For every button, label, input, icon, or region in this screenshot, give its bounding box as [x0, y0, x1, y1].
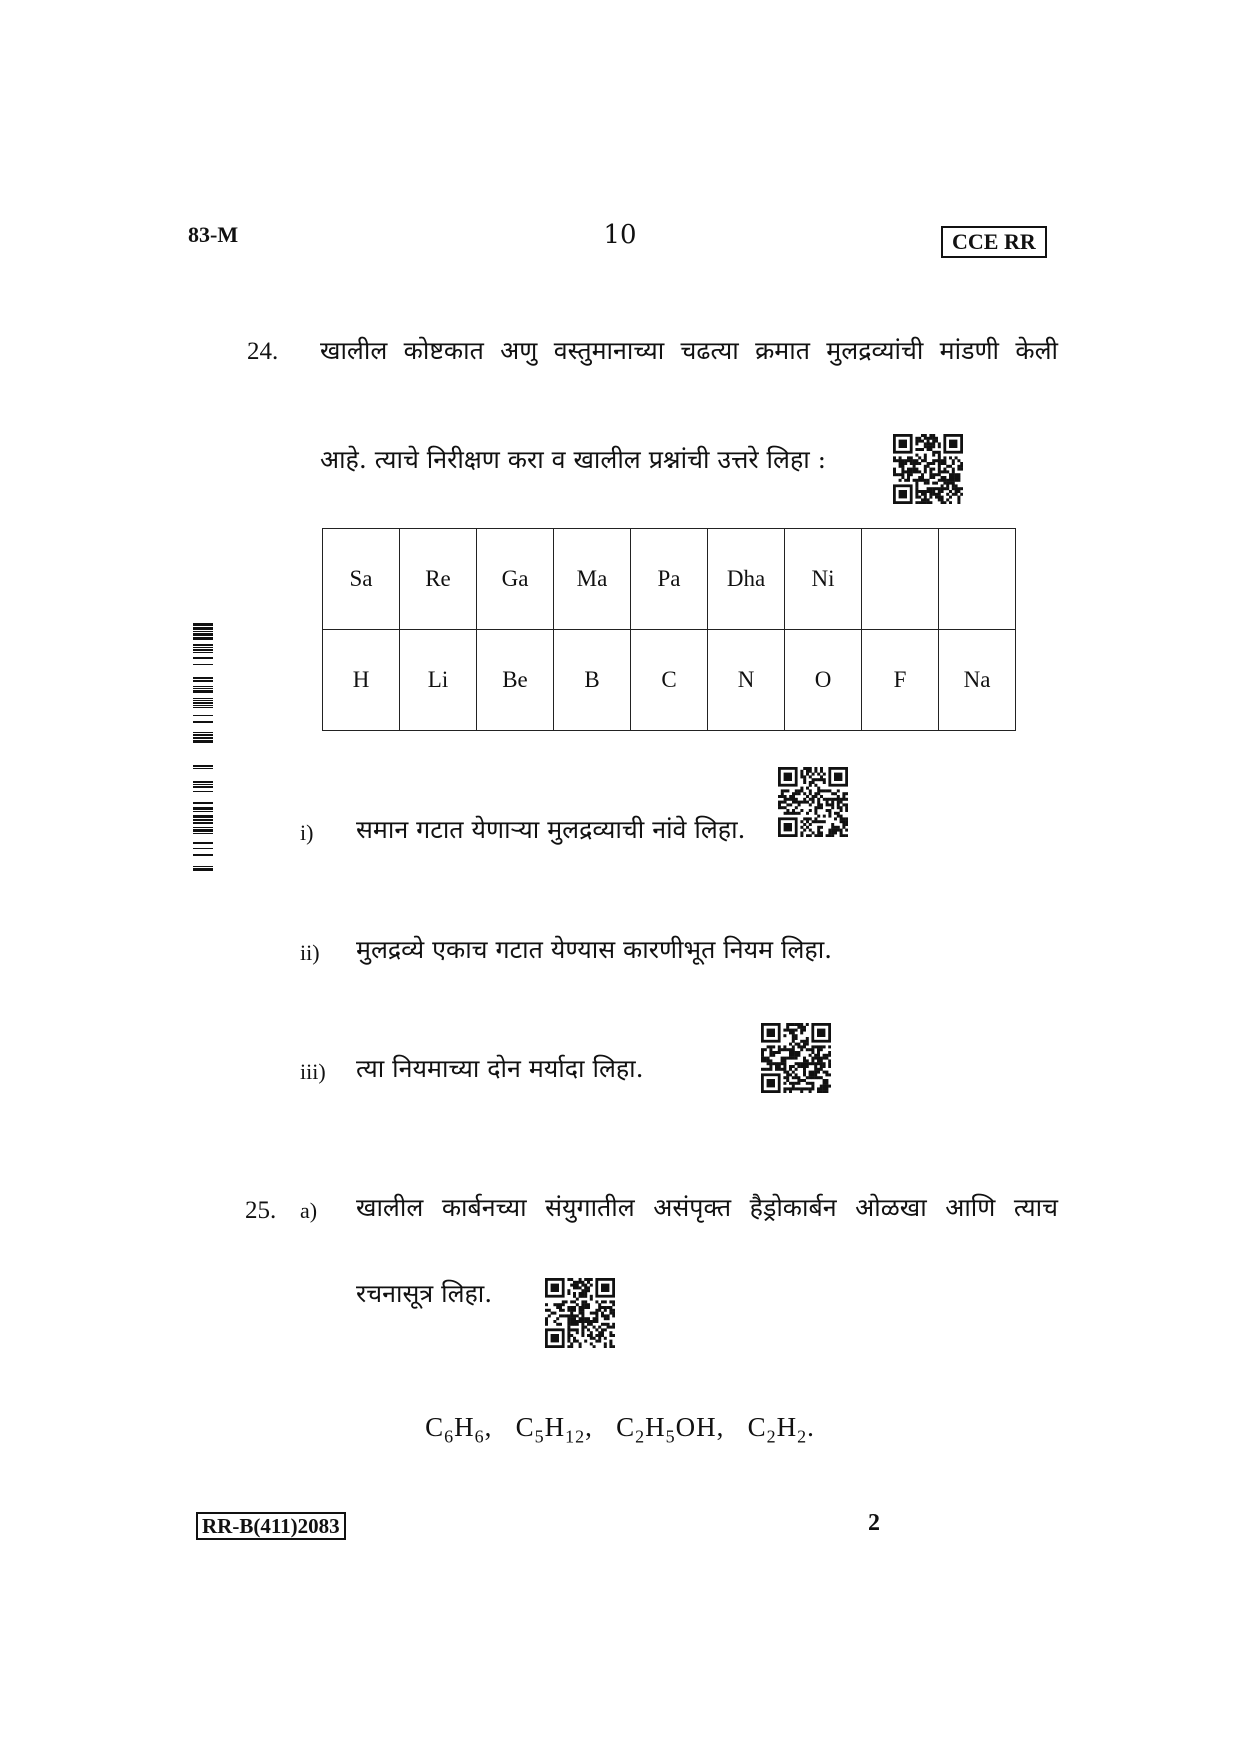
table-cell: Ma	[554, 529, 631, 630]
qr-code-icon	[778, 767, 848, 837]
question-24-line-1: खालील कोष्टकात अणु वस्तुमानाच्या चढत्या क्रमात मुलद्रव्यांची मांडणी केली	[320, 336, 1058, 365]
qr-code-icon	[761, 1023, 831, 1093]
page-number: 10	[603, 220, 637, 250]
table-cell: Re	[400, 529, 477, 630]
question-24-line-2: आहे. त्याचे निरीक्षण करा व खालील प्रश्नांची उत्तरे लिहा :	[320, 445, 827, 474]
subquestion-i-text: समान गटात येणाऱ्या मुलद्रव्याची नांवे लिहा.	[356, 815, 746, 844]
table-cell: Sa	[323, 529, 400, 630]
question-24-number: 24.	[247, 338, 279, 365]
table-cell: C	[631, 630, 708, 731]
paper-code: 83-M	[188, 222, 239, 247]
table-cell: N	[708, 630, 785, 731]
subquestion-ii-number: ii)	[300, 940, 320, 965]
table-cell: H	[323, 630, 400, 731]
table-cell: Dha	[708, 529, 785, 630]
table-cell	[862, 529, 939, 630]
exam-label-box: CCE RR	[941, 226, 1047, 258]
chemical-formulas	[0, 1412, 1240, 1447]
table-cell: Ga	[477, 529, 554, 630]
footer-code-box: RR-B(411)2083	[196, 1512, 346, 1540]
qr-code-icon	[545, 1278, 615, 1348]
barcode-image	[193, 618, 213, 874]
table-row	[323, 630, 1016, 731]
subquestion-i-number: i)	[300, 820, 314, 845]
formula-item: $C_2H_5OH$,	[616, 1412, 725, 1447]
table-cell: F	[862, 630, 939, 731]
table-cell: Pa	[631, 529, 708, 630]
table-cell: Li	[400, 630, 477, 731]
question-25-line-1: खालील कार्बनच्या संयुगातील असंपृक्त हैड्रोकार्बन ओळखा आणि त्याच	[356, 1193, 1058, 1222]
formula-item: $C_5H_{12}$,	[515, 1412, 593, 1447]
table-cell	[939, 529, 1016, 630]
footer-page-number: 2	[868, 1510, 880, 1536]
subquestion-ii-text: मुलद्रव्ये एकाच गटात येण्यास कारणीभूत नियम लिहा.	[356, 935, 833, 964]
table-cell: Be	[477, 630, 554, 731]
table-cell: B	[554, 630, 631, 731]
qr-code-icon	[893, 434, 963, 504]
table-cell: Na	[939, 630, 1016, 731]
question-25-line-2: रचनासूत्र लिहा.	[356, 1279, 493, 1308]
question-25-number: 25.	[245, 1197, 277, 1224]
table-cell: O	[785, 630, 862, 731]
table-row	[323, 529, 1016, 630]
elements-table	[322, 528, 1016, 731]
formula-item: $C_6H_6$,	[425, 1412, 493, 1447]
question-25-part: a)	[300, 1198, 318, 1223]
table-cell: Ni	[785, 529, 862, 630]
formula-item: $C_2H_2$.	[747, 1412, 815, 1447]
subquestion-iii-text: त्या नियमाच्या दोन मर्यादा लिहा.	[356, 1054, 644, 1083]
subquestion-iii-number: iii)	[300, 1059, 326, 1084]
